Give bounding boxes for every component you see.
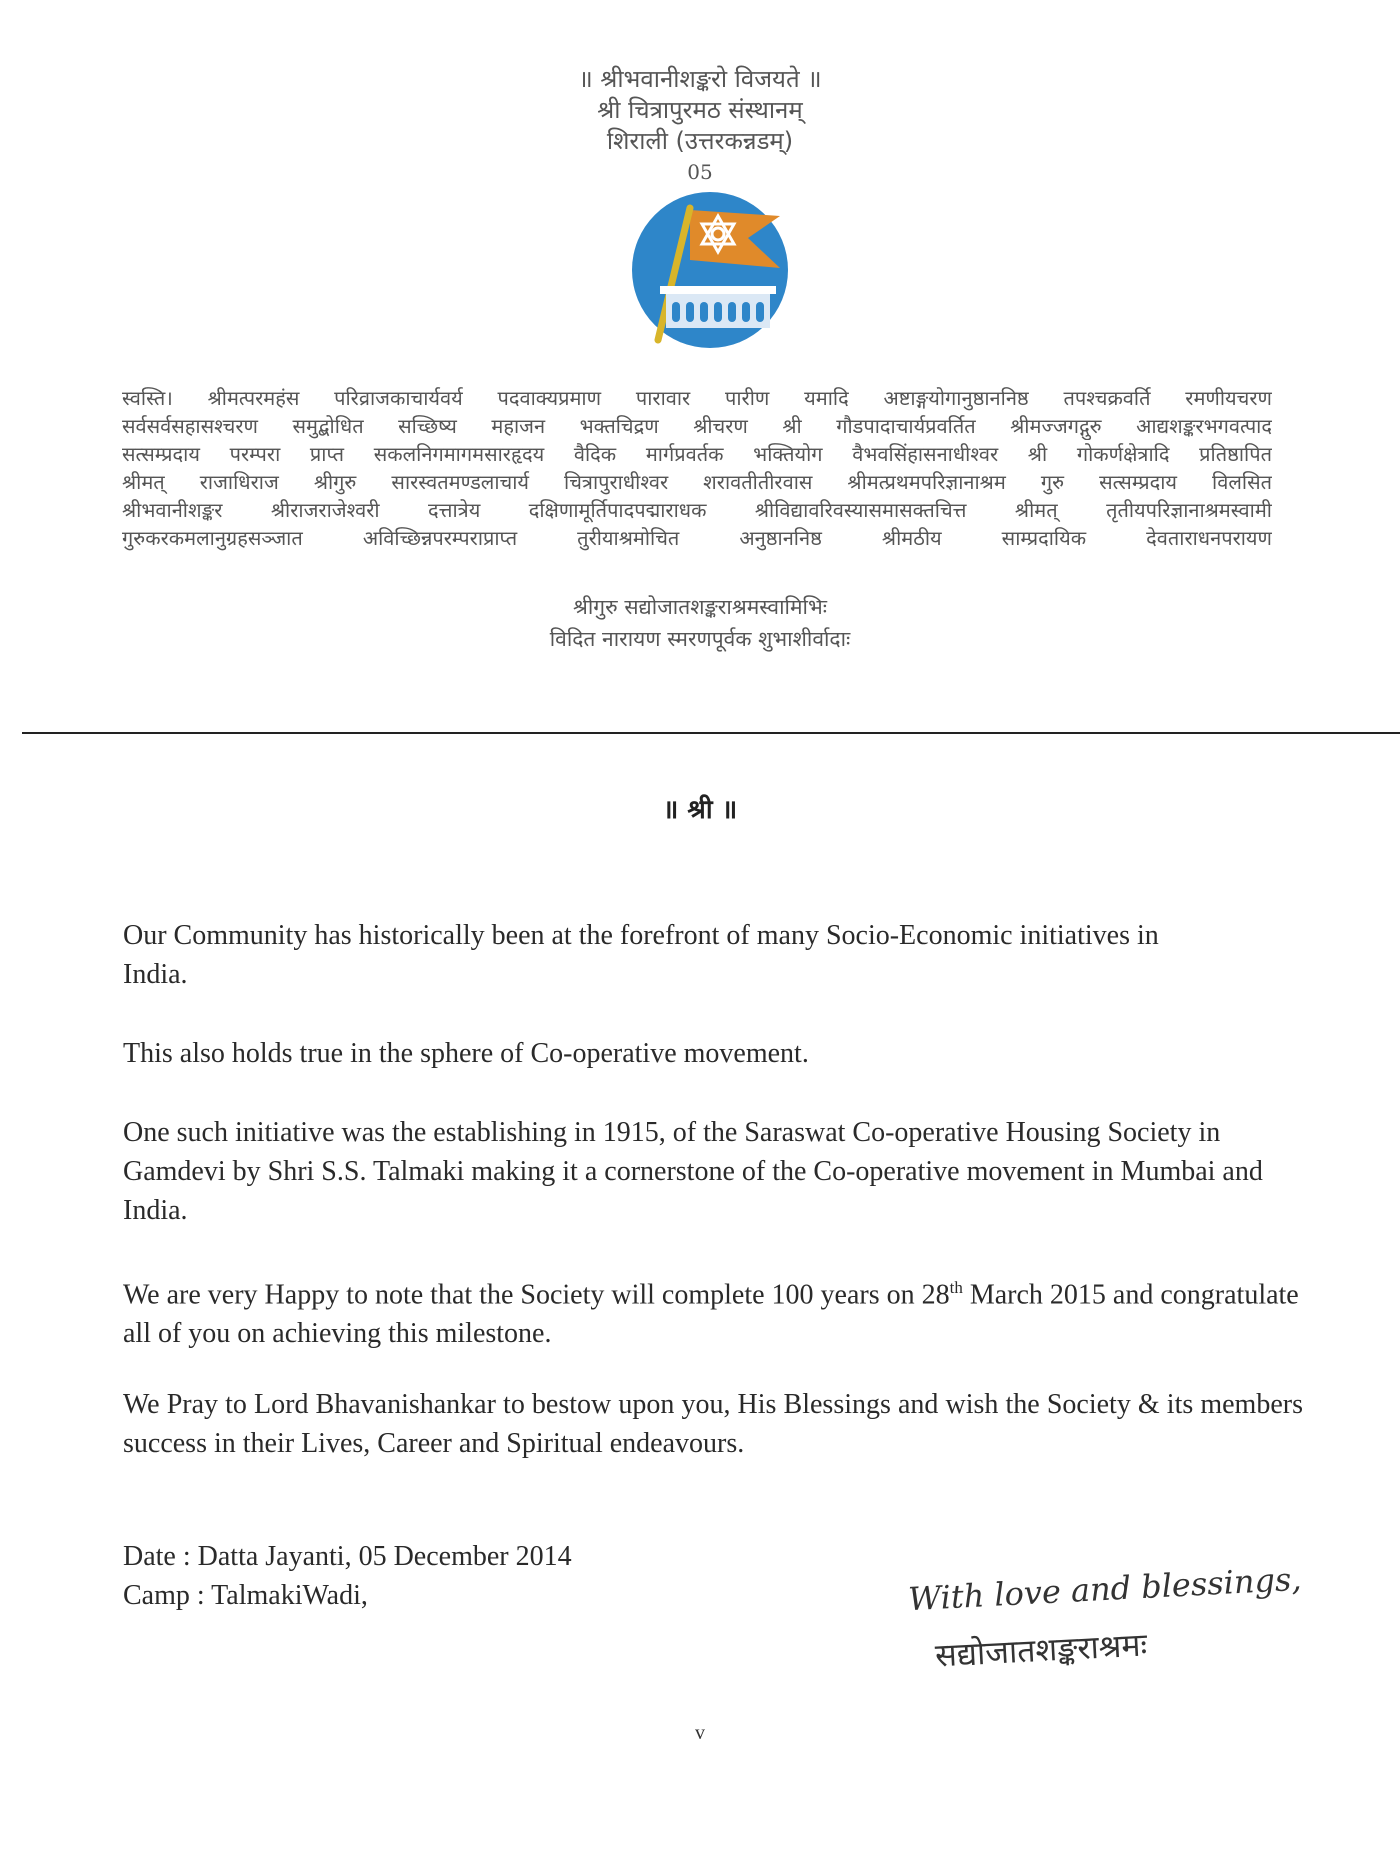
page-number: v [695,1722,705,1744]
paragraph-community: Our Community has historically been at the forefront of many Socio-Economic initiatives in India. [123,920,1159,990]
header-invocation: ॥ श्रीभवानीशङ्करो विजयते ॥ [578,65,822,93]
signature-greeting: With love and blessings, [907,1559,1303,1619]
signature-name: सद्योजातशङ्कराश्रमः [934,1625,1148,1675]
header-divider [22,732,1400,734]
centenary-text-before: We are very Happy to note that the Society will complete 100 years on 28 [123,1279,950,1311]
emblem-building [660,286,776,328]
blessing-line-2: विदित नारायण स्मरणपूर्वक शुभाशीर्वादाः [549,627,851,651]
blessing-line-1: श्रीगुरु सद्योजातशङ्कराश्रमस्वामिभिः [573,595,827,619]
camp-line: Camp : TalmakiWadi, [123,1580,368,1611]
math-emblem-logo [630,190,790,350]
header-number: 05 [687,160,713,184]
sanskrit-salutation [122,384,1272,552]
sanskrit-line: श्रीभवानीशङ्कर श्रीराजराजेश्वरी दत्तात्रेय दक्षिणामूर्तिपादपद्माराधक श्रीविद्यावरिवस्यासमासक्तचित्त श्रीमत् तृतीयपरिज्ञानाश्रमस्वामी [122,498,1272,522]
header-math-name: श्री चित्रापुरमठ संस्थानम् [597,96,803,124]
centenary-text-after: March 2015 and congratulate all of you on achieving this milestone. [123,1279,1299,1350]
paragraph-cooperative: This also holds true in the sphere of Co-operative movement. [123,1038,809,1069]
paragraph-centenary [123,1268,1303,1353]
date-line: Date : Datta Jayanti, 05 December 2014 [123,1541,572,1572]
sanskrit-line: श्रीमत् राजाधिराज श्रीगुरु सारस्वतमण्डलाचार्य चित्रापुराधीश्वर शरावतीतीरवास श्रीमत्प्रथमपरिज्ञानाश्रम गुरु सत्सम्प्रदाय विलसित [122,470,1272,494]
paragraph-prayer: We Pray to Lord Bhavanishankar to bestow upon you, His Blessings and wish the Society & its members success in their Lives, Career and Spiritual endeavours. [123,1389,1303,1459]
sanskrit-line: स्वस्ति। श्रीमत्परमहंस परिव्राजकाचार्यवर्य पदवाक्यप्रमाण पारावार पारीण यमादि अष्टाङ्गयोगानुष्ठाननिष्ठ तपश्चक्रवर्ति रमणीयचरण [122,386,1272,410]
centenary-ordinal: th [949,1278,963,1297]
header-location: शिराली (उत्तरकन्नडम्) [606,127,794,155]
sanskrit-line: गुरुकरकमलानुग्रहसञ्जात अविच्छिन्नपरम्पराप्राप्त तुरीयाश्रमोचित अनुष्ठाननिष्ठ श्रीमठीय साम्प्रदायिक देवताराधनपरायण [122,526,1272,550]
sanskrit-line: सत्सम्प्रदाय परम्परा प्राप्त सकलनिगमागमसारहृदय वैदिक मार्गप्रवर्तक भक्तियोग वैभवसिंहासनाधीश्वर श्री गोकर्णक्षेत्रादि प्रतिष्ठापित [122,442,1272,466]
sanskrit-line: सर्वसर्वसहासश्चरण समुद्बोधित सच्छिष्य महाजन भक्तचिद्रण श्रीचरण श्री गौडपादाचार्यप्रवर्तित श्रीमज्जगद्गुरु आद्यशङ्करभगवत्पाद [122,414,1272,438]
paragraph-initiative: One such initiative was the establishing in 1915, of the Saraswat Co-operative Housing Society in Gamdevi by Shri S.S. Talmaki making it a cornerstone of the Co-operative movement in Mumbai and India. [123,1117,1263,1226]
shri-heading: ॥ श्री ॥ [662,795,738,825]
